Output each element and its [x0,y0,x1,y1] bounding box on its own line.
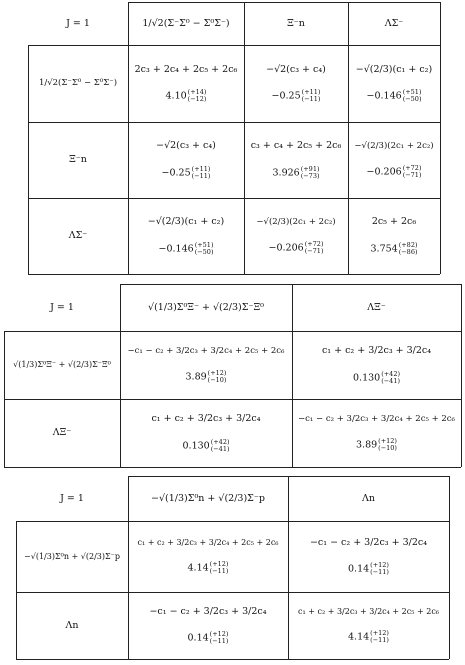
row-header: Λn [65,619,79,631]
corner-label: J = 1 [50,301,74,313]
matrix-cell: c₁ + c₂ + 3/2c₃ + 3/2c₄ 0.130 (+42) (−41) [151,413,261,453]
matrix-cell: c₁ + c₂ + 3/2c₃ + 3/2c₄ + 2c₅ + 2c₆ 4.14 (+12) (−11) [137,537,279,576]
column-header: ΛΞ⁻ [367,301,386,313]
matrix-cell: 2c₃ + 2c₄ + 2c₅ + 2c₆ 4.10 (+14) (−12) [134,63,238,104]
matrix-cell: −√(2/3)(c₁ + c₂) −0.146 (+51) (−50) [355,63,433,104]
matrix-cell: c₁ + c₂ + 3/2c₃ + 3/2c₄ 0.130 (+42) (−41) [321,345,432,385]
row-header: ΛΞ⁻ [52,427,72,439]
matrix-cell: −c₁ − c₂ + 3/2c₃ + 3/2c₄ + 2c₅ + 2c₆ 3.89 (+12) (−10) [127,345,285,385]
column-header: ΛΣ⁻ [384,17,404,29]
matrix-cell: −√(2/3)(c₁ + c₂) −0.146 (+51) (−50) [147,216,225,256]
matrix-cell: −c₁ − c₂ + 3/2c₃ + 3/2c₄ 0.14 (+12) (−11) [149,605,267,646]
matrix-cell: c₃ + c₄ + 2c₅ + 2c₆ 3.926 (+91) (−73) [250,140,342,180]
row-header: √(1/3)Σ⁰Ξ⁻ + √(2/3)Σ⁻Ξ⁰ [13,360,111,370]
corner-label: J = 1 [60,492,84,504]
row-header: Ξ⁻n [69,154,87,166]
matrix-cell: c₁ + c₂ + 3/2c₃ + 3/2c₄ + 2c₅ + 2c₆ 4.14 (+12) (−11) [298,606,439,645]
matrix-cell: −c₁ − c₂ + 3/2c₃ + 3/2c₄ 0.14 (+12) (−11) [309,536,428,577]
corner-label: J = 1 [66,17,90,29]
matrix-cell: −√(2/3)(2c₁ + 2c₂) −0.206 (+72) (−71) [354,140,434,180]
column-header: Ξ⁻n [287,17,305,29]
matrix-cell: −√2(c₃ + c₄) −0.25 (+11) (−11) [156,140,216,180]
column-header: √(1/3)Σ⁰Ξ⁻ + √(2/3)Σ⁻Ξ⁰ [148,301,264,313]
row-header: ΛΣ⁻ [68,230,88,242]
matrix-cell: −√(2/3)(2c₁ + 2c₂) −0.206 (+72) (−71) [256,216,336,256]
matrix-cell: 2c₅ + 2c₆ 3.754 (+82) (−86) [370,216,418,256]
row-header: −√(1/3)Σ⁰n + √(2/3)Σ⁻p [24,551,120,561]
column-header: Λn [362,492,375,504]
matrix-cell: −c₁ − c₂ + 3/2c₃ + 3/2c₄ + 2c₅ + 2c₆ 3.89 (+12) (−10) [298,413,455,453]
column-header: −√(1/3)Σ⁰n + √(2/3)Σ⁻p [151,492,265,504]
row-header: 1/√2(Σ⁻Σ⁰ − Σ⁰Σ⁻) [38,78,118,89]
column-header: 1/√2(Σ⁻Σ⁰ − Σ⁰Σ⁻) [142,17,230,29]
matrix-cell: −√2(c₃ + c₄) −0.25 (+11) (−11) [266,63,326,104]
